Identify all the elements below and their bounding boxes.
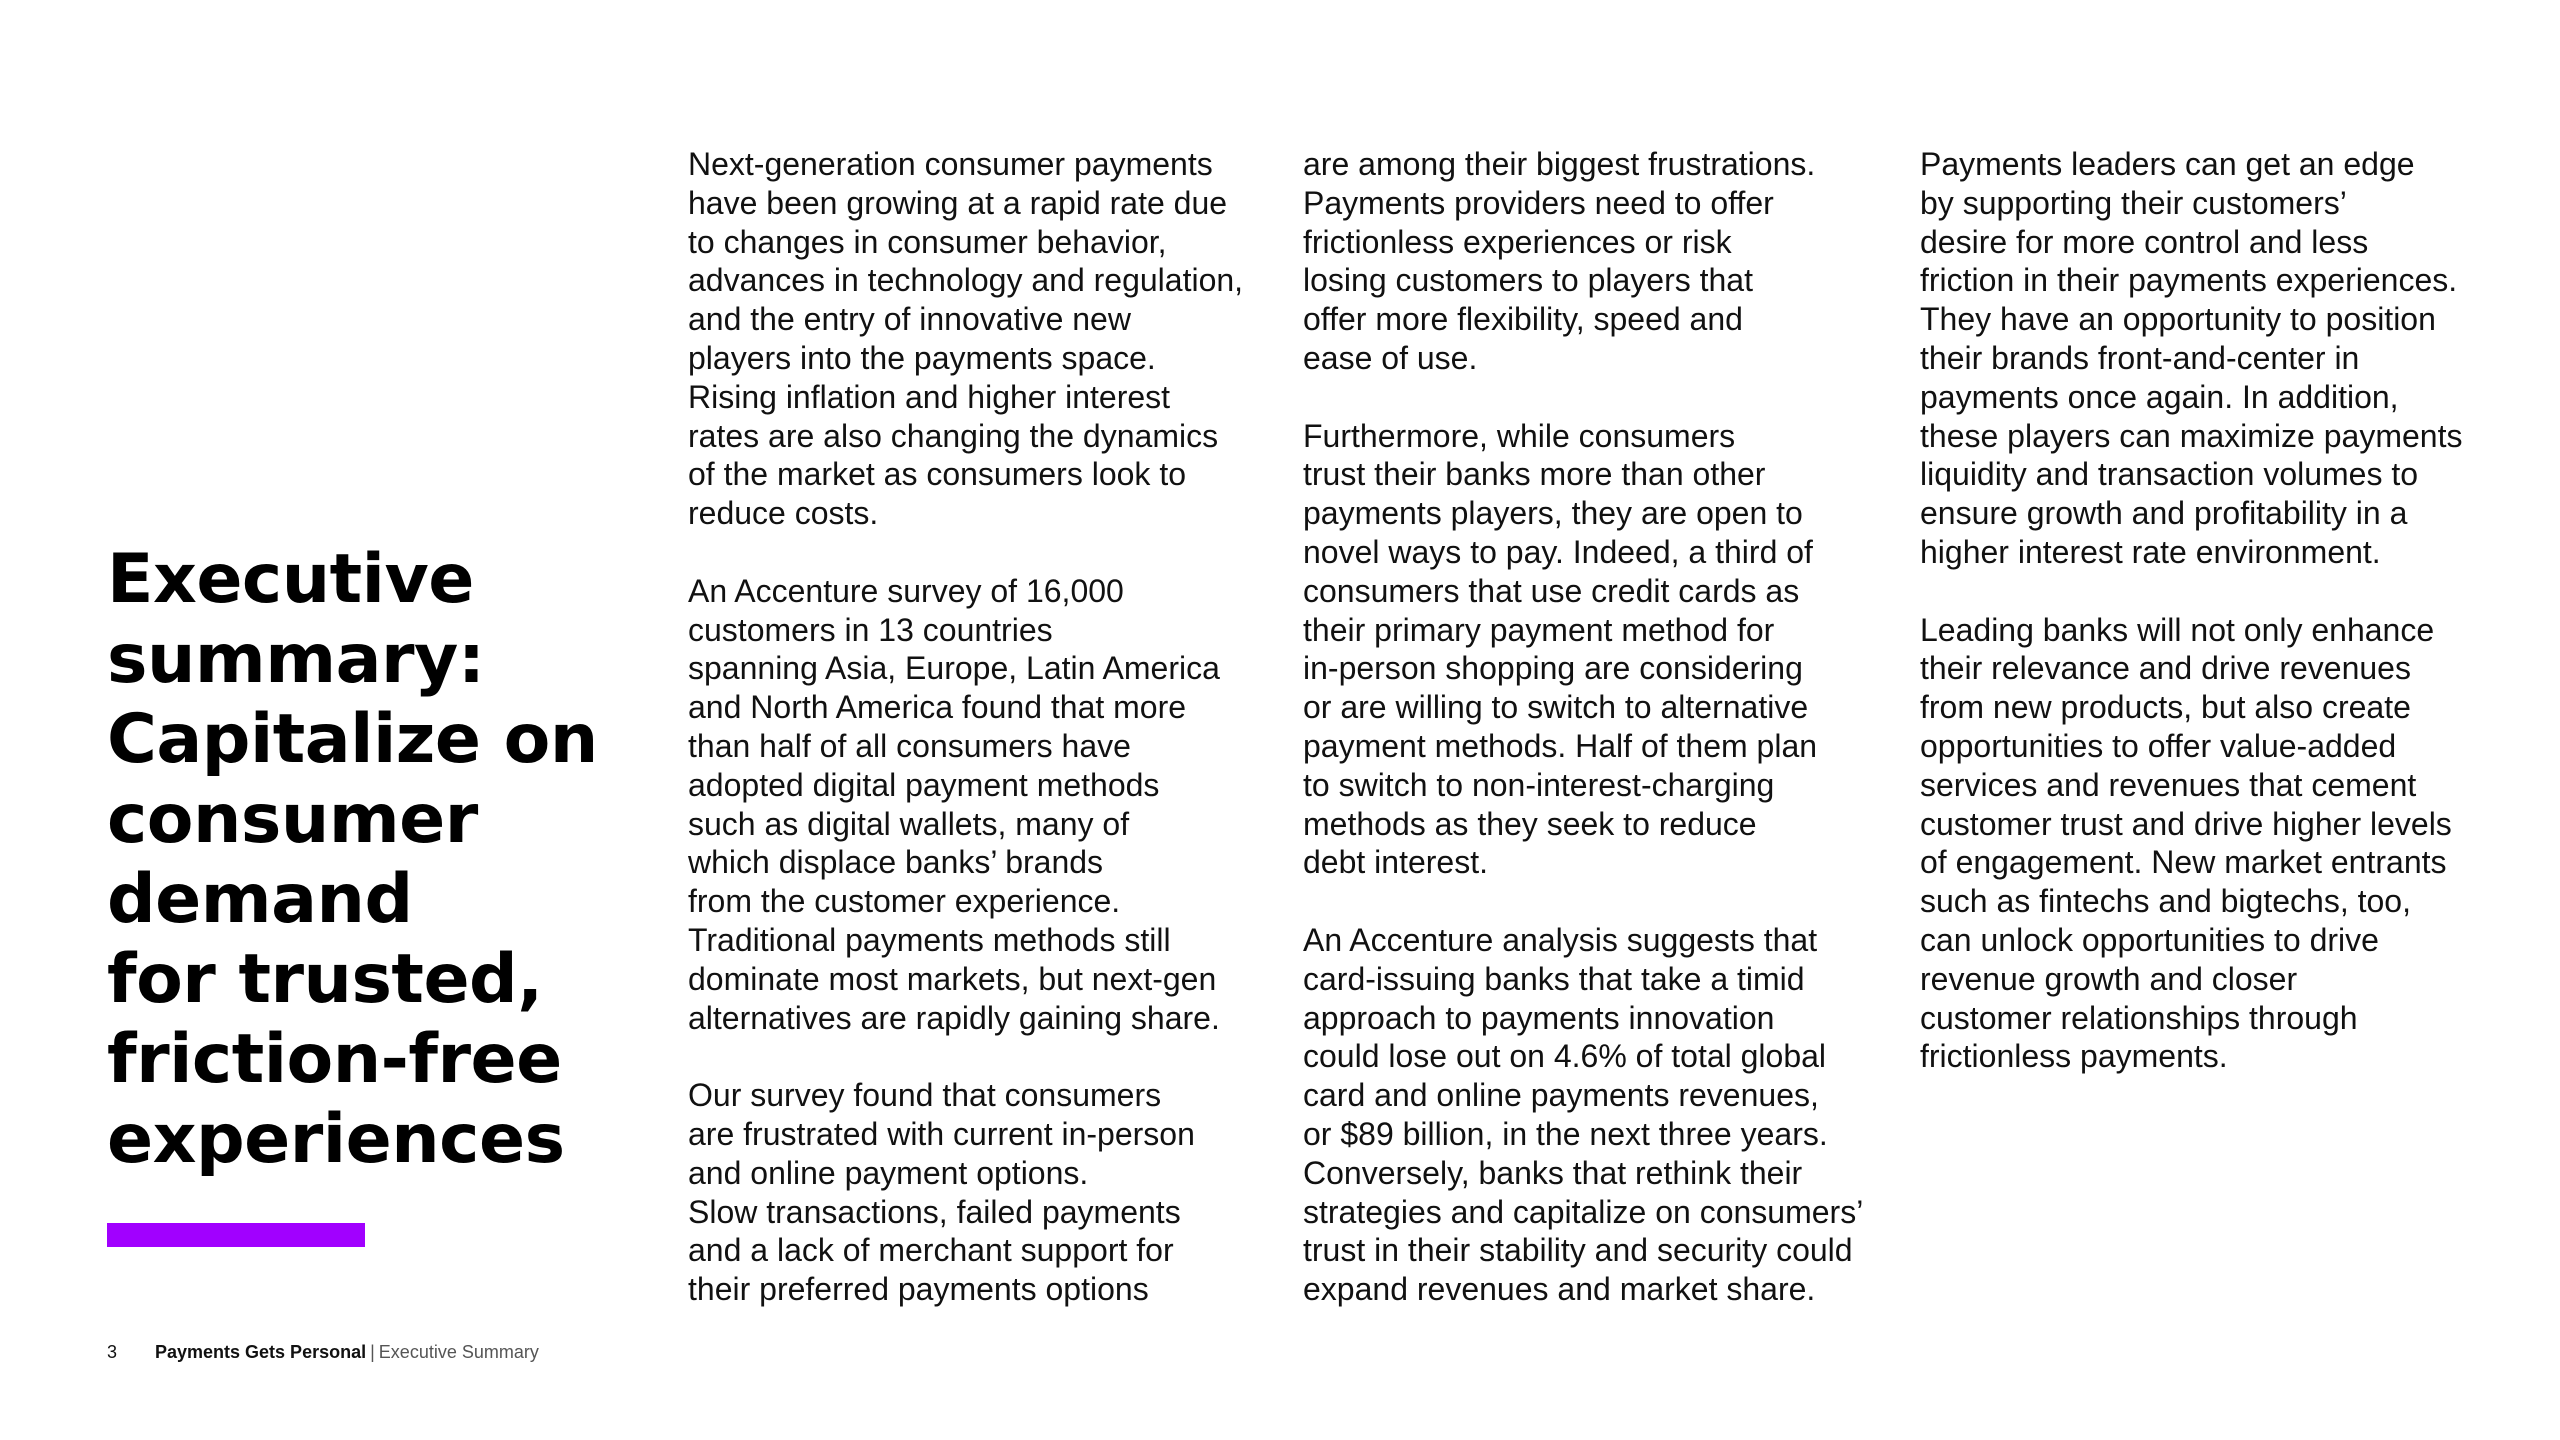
paragraph-line: card-issuing banks that take a timid [1303,960,1805,997]
body-paragraph [688,1076,1268,1309]
paragraph-line: alternatives are rapidly gaining share. [688,999,1220,1036]
paragraph-line: trust their banks more than other [1303,456,1766,493]
paragraph-line: ease of use. [1303,339,1478,376]
headline-line: summary: [107,620,485,699]
paragraph-line: They have an opportunity to position [1920,301,2436,338]
paragraph-line: players into the payments space. [688,339,1156,376]
paragraph-line: frictionless payments. [1920,1038,2228,1075]
body-paragraph [1920,611,2500,1077]
paragraph-line: such as fintechs and bigtechs, too, [1920,883,2411,920]
page-headline [107,540,627,1180]
paragraph-line: debt interest. [1303,844,1488,881]
paragraph-line: Our survey found that consumers [688,1077,1162,1114]
paragraph-line: dominate most markets, but next-gen [688,960,1217,997]
page-number: 3 [107,1342,118,1362]
paragraph-line: rates are also changing the dynamics [688,417,1219,454]
paragraph-line: friction in their payments experiences. [1920,262,2458,299]
paragraph-line: higher interest rate environment. [1920,533,2381,570]
paragraph-line: and North America found that more [688,689,1187,726]
paragraph-line: Conversely, banks that rethink their [1303,1154,1803,1191]
paragraph-line: or are willing to switch to alternative [1303,689,1809,726]
paragraph-line: card and online payments revenues, [1303,1077,1819,1114]
paragraph-line: Next-generation consumer payments [688,146,1213,182]
paragraph-line: Slow transactions, failed payments [688,1193,1181,1230]
paragraph-line: Rising inflation and higher interest [688,378,1171,415]
paragraph-line: frictionless experiences or risk [1303,223,1732,260]
paragraph-line: spanning Asia, Europe, Latin America [688,650,1220,687]
paragraph-line: consumers that use credit cards as [1303,572,1800,609]
paragraph-line: these players can maximize payments [1920,417,2463,454]
body-paragraph [1303,145,1883,378]
paragraph-line: novel ways to pay. Indeed, a third of [1303,533,1813,570]
paragraph-line: payments players, they are open to [1303,495,1803,532]
paragraph-line: offer more flexibility, speed and [1303,301,1743,338]
paragraph-line: payments once again. In addition, [1920,378,2399,415]
headline-line: Capitalize on [107,700,598,779]
paragraph-line: approach to payments innovation [1303,999,1775,1036]
body-paragraph [688,572,1268,1038]
paragraph-line: Traditional payments methods still [688,921,1171,958]
paragraph-line: desire for more control and less [1920,223,2369,260]
paragraph-line: are among their biggest frustrations. [1303,146,1816,182]
paragraph-line: can unlock opportunities to drive [1920,921,2379,958]
paragraph-line: or $89 billion, in the next three years. [1303,1115,1828,1152]
paragraph-line: have been growing at a rapid rate due [688,184,1228,221]
paragraph-line: liquidity and transaction volumes to [1920,456,2419,493]
paragraph-line: ensure growth and profitability in a [1920,495,2408,532]
paragraph-line: payment methods. Half of them plan [1303,727,1818,764]
paragraph-line: methods as they seek to reduce [1303,805,1757,842]
paragraph-line: Leading banks will not only enhance [1920,611,2435,648]
paragraph-line: their brands front-and-center in [1920,339,2360,376]
paragraph-line: Furthermore, while consumers [1303,417,1736,454]
footer-separator: | [370,1342,375,1362]
paragraph-line: An Accenture survey of 16,000 [688,572,1124,609]
paragraph-line: expand revenues and market share. [1303,1271,1816,1308]
paragraph-line: and online payment options. [688,1154,1089,1191]
headline-line: Executive [107,540,474,619]
paragraph-line: advances in technology and regulation, [688,262,1244,299]
body-paragraph [1303,417,1883,883]
headline-line: consumer [107,780,478,859]
paragraph-line: of engagement. New market entrants [1920,844,2447,881]
paragraph-line: which displace banks’ brands [688,844,1104,881]
paragraph-line: revenue growth and closer [1920,960,2298,997]
text-column-1 [688,145,1268,1348]
paragraph-line: Payments leaders can get an edge [1920,146,2415,182]
paragraph-line: and a lack of merchant support for [688,1232,1174,1269]
paragraph-line: could lose out on 4.6% of total global [1303,1038,1827,1075]
paragraph-line: from the customer experience. [688,883,1121,920]
paragraph-line: customer relationships through [1920,999,2358,1036]
paragraph-line: opportunities to offer value-added [1920,727,2397,764]
paragraph-line: Payments providers need to offer [1303,184,1774,221]
body-paragraph [688,145,1268,533]
paragraph-line: such as digital wallets, many of [688,805,1130,842]
paragraph-line: losing customers to players that [1303,262,1753,299]
page-footer [107,1340,539,1364]
paragraph-line: and the entry of innovative new [688,301,1131,338]
document-title: Payments Gets Personal [155,1342,367,1362]
headline-line: for trusted, [107,940,543,1019]
body-paragraph [1920,145,2500,572]
paragraph-line: their primary payment method for [1303,611,1775,648]
paragraph-line: to switch to non-interest-charging [1303,766,1775,803]
headline-line: experiences [107,1100,565,1179]
accent-bar [107,1223,365,1247]
headline-line: friction-free [107,1020,562,1099]
paragraph-line: reduce costs. [688,495,879,532]
paragraph-line: are frustrated with current in-person [688,1115,1195,1152]
headline-line: demand [107,860,413,939]
paragraph-line: to changes in consumer behavior, [688,223,1167,260]
paragraph-line: strategies and capitalize on consumers’ [1303,1193,1864,1230]
body-paragraph [1303,921,1883,1309]
paragraph-line: adopted digital payment methods [688,766,1160,803]
paragraph-line: of the market as consumers look to [688,456,1186,493]
paragraph-line: from new products, but also create [1920,689,2411,726]
section-name: Executive Summary [378,1342,539,1362]
paragraph-line: services and revenues that cement [1920,766,2417,803]
text-column-2 [1303,145,1883,1348]
paragraph-line: by supporting their customers’ [1920,184,2347,221]
paragraph-line: trust in their stability and security could [1303,1232,1853,1269]
paragraph-line: customers in 13 countries [688,611,1053,648]
paragraph-line: than half of all consumers have [688,727,1131,764]
paragraph-line: An Accenture analysis suggests that [1303,921,1818,958]
paragraph-line: customer trust and drive higher levels [1920,805,2452,842]
text-column-3 [1920,145,2500,1115]
paragraph-line: in-person shopping are considering [1303,650,1803,687]
paragraph-line: their relevance and drive revenues [1920,650,2411,687]
paragraph-line: their preferred payments options [688,1271,1149,1308]
